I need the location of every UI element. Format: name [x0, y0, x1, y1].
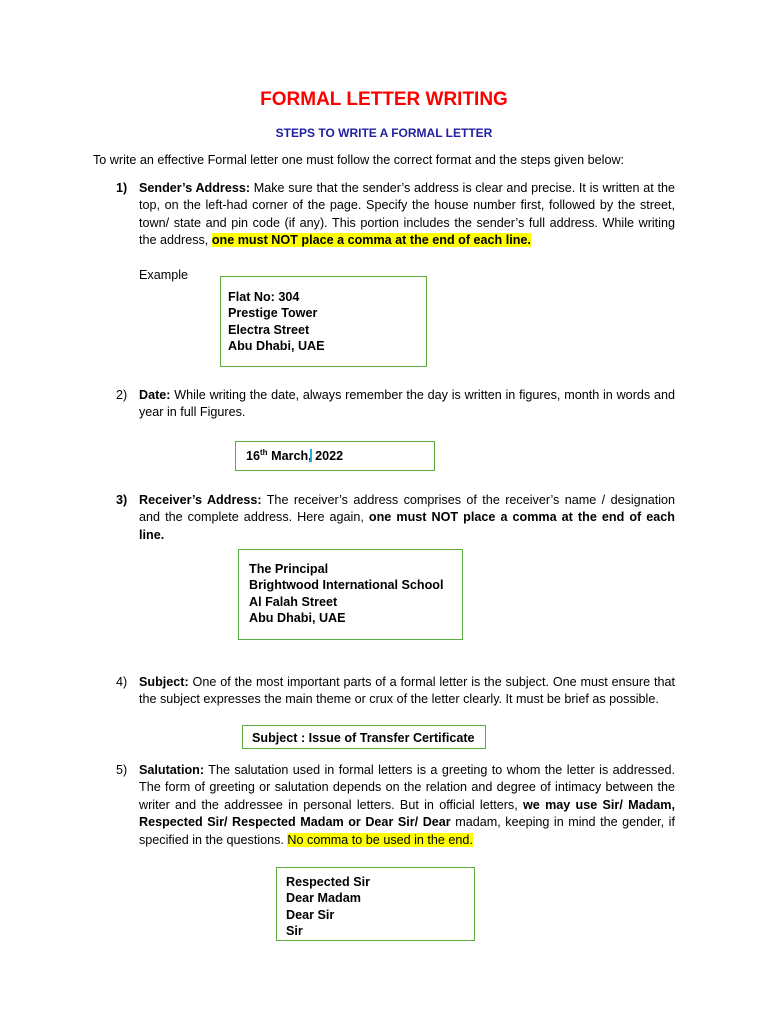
sender-line: Electra Street: [228, 322, 310, 337]
page-subtitle: STEPS TO WRITE A FORMAL LETTER: [275, 126, 493, 140]
step-4-number: 4): [116, 675, 128, 689]
sender-line: Abu Dhabi, UAE: [228, 339, 325, 354]
step-1-text: Sender’s Address: Make sure that the sender’s address is clear and precise. It is written at the top, on the left-had corner of the page. Specify the house number first, followed by the street, town/ state and pin code (if any). This portion includes the sender’s full address. While writing the address, one must NOT place a comma at the end of each line.: [139, 181, 675, 248]
salutation-box: [276, 867, 475, 941]
intro-text: To write an effective Formal letter one must follow the correct format and the steps given below:: [93, 153, 625, 167]
salutation-line: Respected Sir: [286, 875, 370, 889]
salutation-line: Sir: [286, 924, 303, 939]
receiver-address-box: [238, 549, 463, 640]
step-3-number: 3): [116, 493, 128, 507]
receiver-line: Brightwood International School: [249, 578, 444, 593]
step-2-text: Date: While writing the date, always remember the day is written in figures, month in words and year in full Figures.: [139, 388, 675, 420]
receiver-line: Al Falah Street: [249, 594, 338, 609]
salutation-line: Dear Madam: [286, 891, 361, 906]
step-5-number: 5): [116, 763, 128, 777]
sender-line: Flat No: 304: [228, 290, 300, 304]
sender-address-box: [220, 276, 427, 367]
step-2-number: 2): [116, 388, 128, 402]
salutation-line: Dear Sir: [286, 907, 335, 922]
receiver-line: Abu Dhabi, UAE: [249, 611, 346, 626]
example-label: Example: [139, 268, 188, 282]
step-5-text: Salutation: The salutation used in formal letters is a greeting to whom the letter is addressed. The form of greeting or salutation depends on the relation and degree of intimacy between the writer and the addressee in personal letters. But in official letters, we may use Sir/ Madam, Respected Sir/ Respected Madam or Dear Sir/ Dear madam, keeping in mind the gender, if specified in the questions. No comma to be used in the end.: [139, 763, 675, 847]
date-box: 16th March 2022: [235, 441, 435, 471]
subject-box: Subject : Issue of Transfer Certificate: [242, 725, 486, 749]
sender-line: Prestige Tower: [228, 306, 318, 321]
page-title: FORMAL LETTER WRITING: [260, 89, 508, 110]
step-1-number: 1): [116, 181, 128, 195]
step-4-text: Subject: One of the most important parts of a formal letter is the subject. One must ensure that the subject expresses the main theme or crux of the letter clearly. It must be brief as possible.: [139, 675, 675, 707]
step-3-text: Receiver’s Address: The receiver’s address comprises of the receiver’s name / designation and the complete address. Here again, one must NOT place a comma at the end of each line.: [139, 493, 676, 542]
receiver-line: The Principal: [249, 562, 329, 576]
